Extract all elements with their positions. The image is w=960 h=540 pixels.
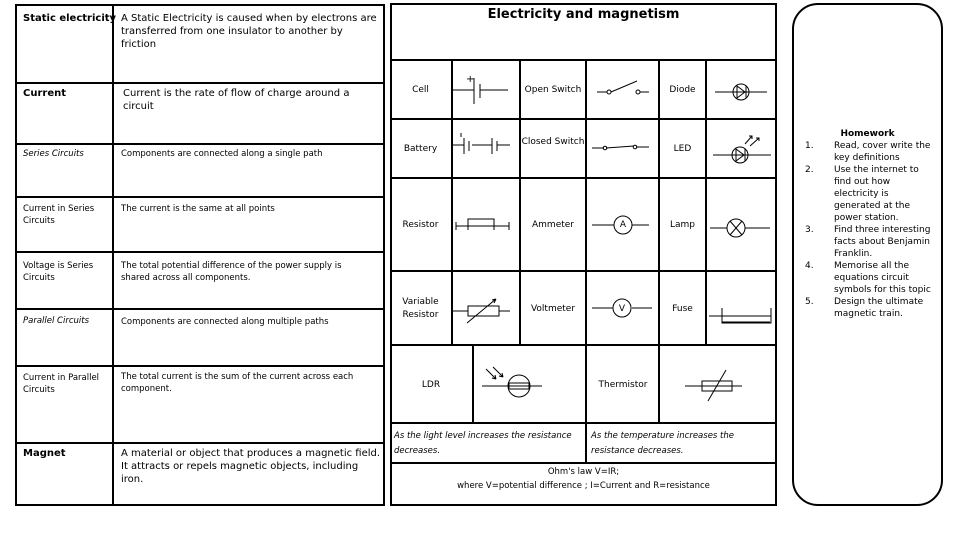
- homework-item-number: 5.: [805, 297, 814, 307]
- homework-item: [805, 224, 935, 260]
- term-static-electricity: Static electricity: [23, 13, 117, 24]
- homework-list: [805, 140, 935, 320]
- term-voltage-series: Voltage is Series Circuits: [23, 261, 94, 283]
- homework-item-number: 4.: [805, 261, 814, 271]
- diode-icon: [707, 60, 777, 120]
- definition-current-series: The current is the same at all points: [121, 204, 275, 214]
- label-variable-resistor: Variable Resistor: [402, 297, 439, 320]
- divider: [112, 4, 114, 506]
- homework-item-number: 2.: [805, 165, 814, 175]
- label-thermistor: Thermistor: [598, 380, 648, 390]
- homework-item-text: Find three interesting facts about Benjamin Franklin.: [834, 225, 931, 259]
- homework-item-text: Memorise all the equations circuit symbols for this topic: [834, 261, 931, 295]
- definitions-table: [15, 4, 385, 506]
- ldr-note: As the light level increases the resistance decreases.: [394, 431, 572, 456]
- ldr-icon: [474, 346, 586, 422]
- ohms-law-where: where V=potential difference ; I=Current and R=resistance: [457, 481, 710, 491]
- label-diode: Diode: [669, 85, 696, 95]
- variable-resistor-icon: [452, 271, 520, 345]
- homework-item: [805, 164, 935, 224]
- term-current: Current: [23, 88, 67, 99]
- divider: [15, 196, 385, 198]
- definition-magnet: A material or object that produces a magnetic field. It attracts or repels magnetic objects, including iron.: [121, 448, 381, 485]
- divider: [15, 82, 385, 84]
- homework-item-number: 3.: [805, 225, 814, 235]
- term-current-series: Current in Series Circuits: [23, 204, 95, 226]
- closed-switch-icon: [587, 120, 659, 178]
- homework-item-text: Use the internet to find out how electricity is generated at the power station.: [834, 165, 919, 223]
- homework-item-number: 1.: [805, 141, 814, 151]
- ohms-law: Ohm's law V=IR;: [547, 467, 620, 477]
- homework-item: [805, 260, 935, 296]
- label-open-switch: Open Switch: [524, 85, 582, 95]
- homework-item: [805, 296, 935, 320]
- label-led: LED: [673, 144, 692, 154]
- label-ldr: LDR: [421, 380, 441, 390]
- cell-plus-sign: +: [466, 74, 475, 85]
- thermistor-note: As the temperature increases the resistance decreases.: [591, 431, 735, 456]
- divider: [390, 422, 777, 424]
- definition-series-circuits: Components are connected along a single path: [121, 149, 323, 159]
- divider: [15, 442, 385, 444]
- thermistor-icon: [660, 346, 777, 422]
- label-voltmeter: Voltmeter: [530, 304, 576, 314]
- definition-current: Current is the rate of flow of charge around a circuit: [123, 88, 350, 112]
- definition-parallel-circuits: Components are connected along multiple paths: [121, 317, 329, 327]
- definition-voltage-series: The total potential difference of the power supply is shared across all components.: [121, 261, 342, 283]
- definition-current-parallel: The total current is the sum of the current across each component.: [121, 372, 354, 394]
- divider: [15, 143, 385, 145]
- label-closed-switch: Closed Switch: [521, 137, 585, 147]
- term-magnet: Magnet: [23, 448, 66, 459]
- divider: [390, 462, 777, 464]
- homework-title: Homework: [840, 129, 895, 139]
- homework-item: [805, 140, 935, 164]
- label-ammeter: Ammeter: [532, 220, 574, 230]
- led-icon: [707, 120, 777, 178]
- label-cell: Cell: [412, 85, 429, 95]
- ammeter-glyph: A: [619, 220, 627, 230]
- voltmeter-glyph: V: [618, 304, 626, 314]
- resistor-icon: [452, 178, 520, 270]
- label-battery: Battery: [403, 144, 438, 154]
- homework-item-text: Design the ultimate magnetic train.: [834, 297, 924, 319]
- divider: [15, 251, 385, 253]
- divider: [15, 308, 385, 310]
- homework-item-text: Read, cover write the key definitions: [834, 141, 931, 163]
- label-lamp: Lamp: [669, 220, 695, 230]
- page-title: Electricity and magnetism: [487, 7, 680, 22]
- fuse-icon: [707, 271, 777, 345]
- lamp-icon: [707, 178, 777, 270]
- battery-icon: [452, 120, 520, 178]
- definition-static-electricity: A Static Electricity is caused when by electrons are transferred from one insulator to another by friction: [121, 13, 377, 50]
- label-resistor: Resistor: [402, 220, 439, 230]
- label-fuse: Fuse: [672, 304, 693, 314]
- cell-symbol-icon: [452, 60, 520, 120]
- term-series-circuits: Series Circuits: [23, 149, 84, 159]
- term-current-parallel: Current in Parallel Circuits: [23, 373, 100, 395]
- divider: [15, 365, 385, 367]
- open-switch-icon: [587, 60, 659, 120]
- term-parallel-circuits: Parallel Circuits: [23, 316, 90, 326]
